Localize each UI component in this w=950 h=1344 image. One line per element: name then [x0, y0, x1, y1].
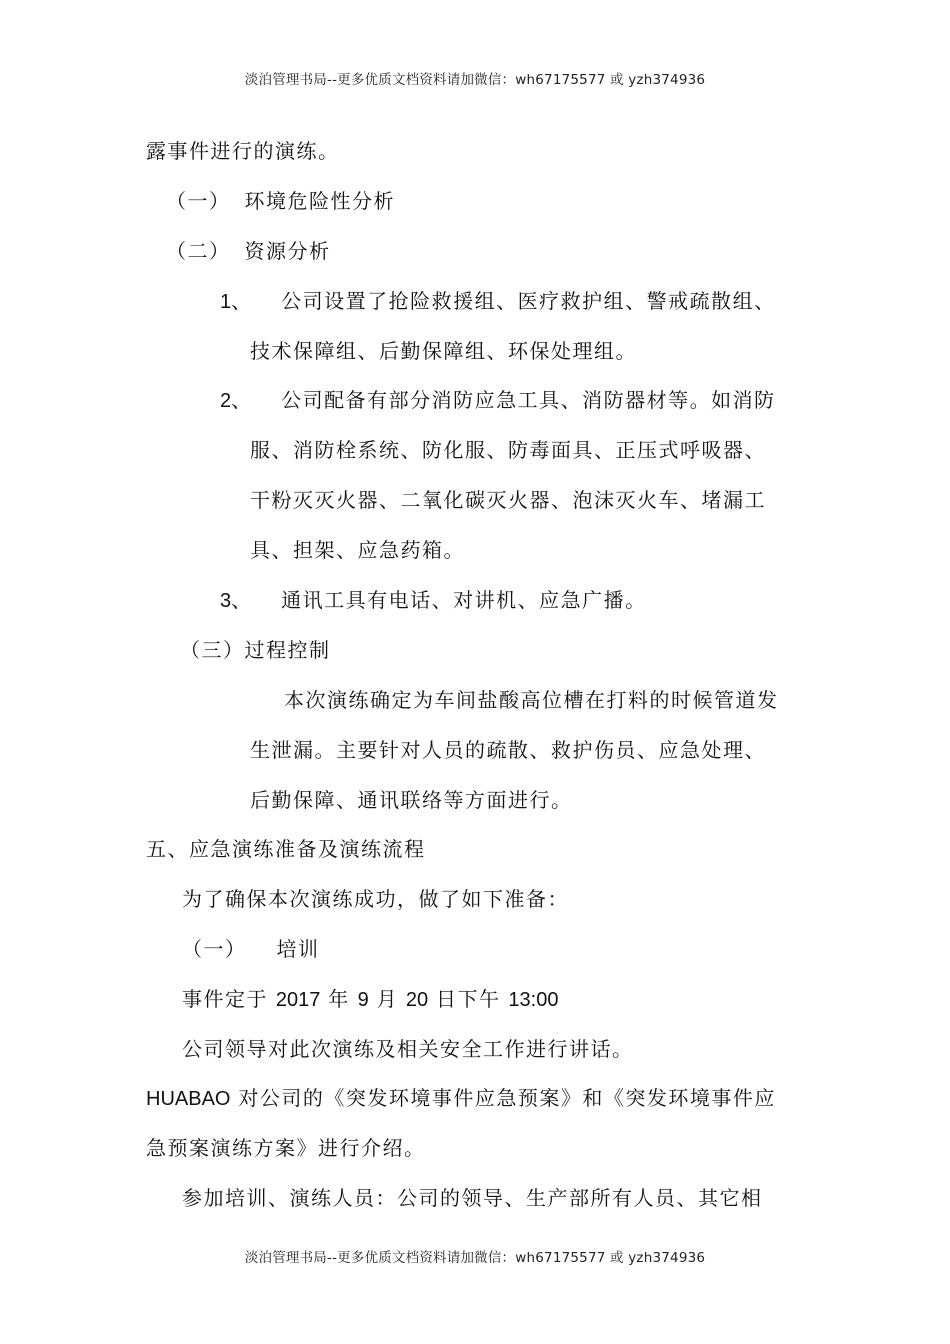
list-item-1-continuation: 技术保障组、后勤保障组、环保处理组。 [250, 339, 637, 363]
paragraph-process-control: 本次演练确定为车间盐酸高位槽在打料的时候管道发 [284, 688, 779, 712]
event-month-unit: 月 [376, 987, 399, 1011]
section-heading-environment-risk [166, 188, 395, 214]
paragraph-process-control-continuation: 后勤保障、通讯联络等方面进行。 [250, 788, 573, 812]
section-title: 资源分析 [244, 239, 331, 263]
section-heading-process-control: （三）过程控制 [180, 638, 331, 662]
list-text: 公司配备有部分消防应急工具、消防器材等。如消防 [281, 388, 776, 412]
event-year-unit: 年 [328, 987, 350, 1011]
event-time [182, 986, 558, 1013]
paragraph-participants: 参加培训、演练人员：公司的领导、生产部所有人员、其它相 [182, 1186, 763, 1210]
paragraph-plan-introduction-continuation: 急预案演练方案》进行介绍。 [146, 1136, 426, 1160]
event-clock: 13:00 [508, 989, 559, 1011]
list-item-3 [220, 587, 647, 614]
paragraph-continuation: 露事件进行的演练。 [146, 139, 340, 163]
plan-introduction-text: 对公司的《突发环境事件应急预案》和《突发环境事件应 [238, 1086, 776, 1110]
page-header: 淡泊管理书局--更多优质文档资料请加微信：wh67175577 或 yzh374936 [244, 72, 706, 88]
paragraph-intro: 为了确保本次演练成功，做了如下准备： [182, 887, 569, 911]
list-item-2-continuation: 干粉灭灭火器、二氧化碳灭火器、泡沫灭火车、堵漏工 [250, 488, 766, 512]
section-title: 环境危险性分析 [244, 189, 395, 213]
list-item-1 [220, 288, 776, 315]
paragraph-plan-introduction [146, 1085, 776, 1112]
event-day-unit: 日下午 [436, 987, 501, 1011]
event-year: 2017 [275, 989, 321, 1011]
subsection-heading-training [182, 936, 320, 962]
list-number: 2、 [220, 390, 252, 412]
page-footer: 淡泊管理书局--更多优质文档资料请加微信：wh67175577 或 yzh374936 [244, 1250, 706, 1266]
list-item-2 [220, 387, 776, 414]
paragraph-leader-speech: 公司领导对此次演练及相关安全工作进行讲话。 [182, 1037, 634, 1061]
section-marker: （一） [166, 189, 231, 213]
section-heading-resource-analysis [166, 238, 331, 264]
company-name: HUABAO [146, 1088, 231, 1110]
event-month: 9 [357, 989, 369, 1011]
list-item-2-continuation: 服、消防栓系统、防化服、防毒面具、正压式呼吸器、 [250, 438, 766, 462]
list-text: 通讯工具有电话、对讲机、应急广播。 [281, 588, 647, 612]
paragraph-process-control-continuation: 生泄漏。主要针对人员的疏散、救护伤员、应急处理、 [250, 738, 766, 762]
chapter-heading-5: 五、应急演练准备及演练流程 [146, 837, 426, 861]
event-time-prefix: 事件定于 [182, 987, 268, 1011]
list-text: 公司设置了抢险救援组、医疗救护组、警戒疏散组、 [281, 289, 776, 313]
section-title: 培训 [276, 937, 320, 961]
section-marker: （二） [166, 239, 231, 263]
event-day: 20 [405, 989, 429, 1011]
list-number: 1、 [220, 291, 252, 313]
list-number: 3、 [220, 590, 252, 612]
section-marker: （一） [182, 937, 247, 961]
list-item-2-continuation: 具、担架、应急药箱。 [250, 538, 465, 562]
